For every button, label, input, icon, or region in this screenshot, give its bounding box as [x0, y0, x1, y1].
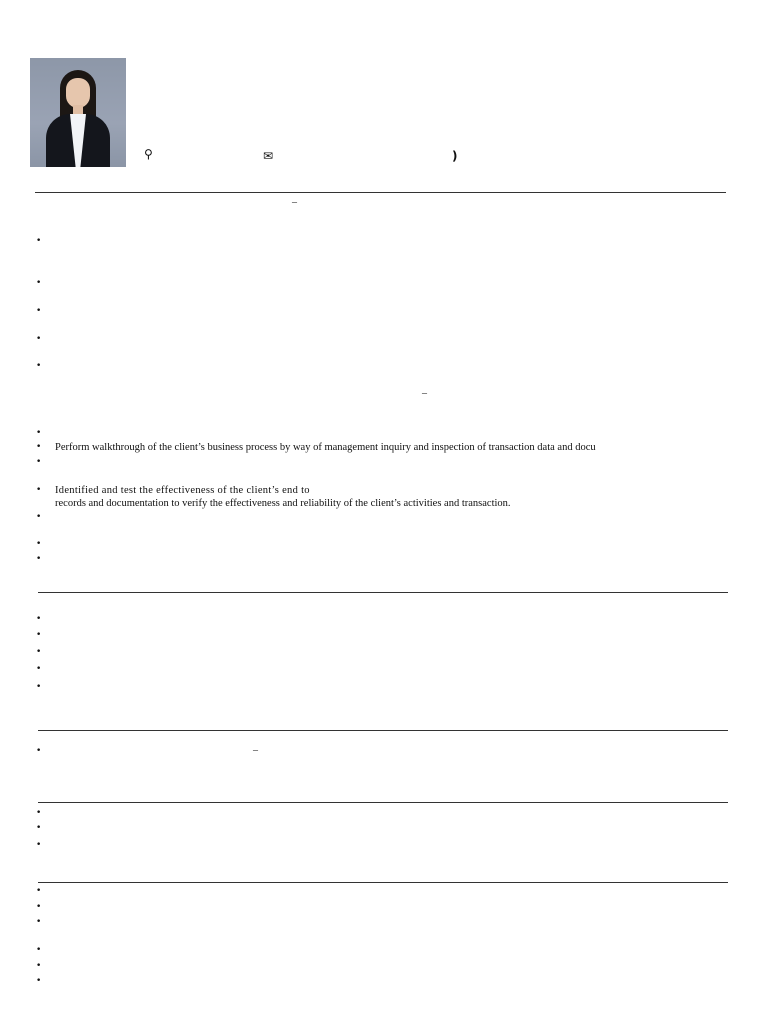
experience-item-effectiveness: Identified and test the effectiveness of the client’s end to — [55, 485, 310, 496]
list-bullet: • — [36, 823, 42, 833]
date-separator: – — [422, 388, 427, 399]
list-bullet: • — [36, 664, 42, 674]
location-pin-icon: ⚲ — [144, 147, 153, 161]
profile-photo — [30, 58, 126, 167]
list-bullet: • — [36, 917, 42, 927]
list-bullet: • — [36, 886, 42, 896]
list-bullet: • — [36, 361, 42, 371]
list-bullet: • — [36, 334, 42, 344]
list-bullet: • — [36, 539, 42, 549]
list-bullet: • — [36, 457, 42, 467]
envelope-icon: ✉ — [263, 149, 274, 163]
list-bullet: • — [36, 746, 42, 756]
list-bullet: • — [36, 976, 42, 986]
list-bullet: • — [36, 442, 42, 452]
section-divider — [38, 882, 728, 883]
date-separator: – — [292, 197, 297, 208]
list-bullet: • — [36, 647, 42, 657]
list-bullet: • — [36, 808, 42, 818]
list-bullet: • — [36, 306, 42, 316]
list-bullet: • — [36, 902, 42, 912]
experience-item-effectiveness-cont: records and documentation to verify the effectiveness and reliability of the client’s activities and transaction. — [55, 498, 511, 509]
experience-item-walkthrough: Perform walkthrough of the client’s business process by way of management inquiry and inspection of transaction data and docu — [55, 442, 596, 453]
section-divider — [35, 192, 726, 193]
section-divider — [38, 592, 728, 593]
list-bullet: • — [36, 630, 42, 640]
list-bullet: • — [36, 945, 42, 955]
list-bullet: • — [36, 554, 42, 564]
list-bullet: • — [36, 236, 42, 246]
list-bullet: • — [36, 512, 42, 522]
date-separator: – — [253, 745, 258, 756]
section-divider — [38, 730, 728, 731]
section-divider — [38, 802, 728, 803]
list-bullet: • — [36, 428, 42, 438]
list-bullet: • — [36, 278, 42, 288]
phone-icon: ) — [452, 149, 458, 163]
list-bullet: • — [36, 614, 42, 624]
list-bullet: • — [36, 485, 42, 495]
list-bullet: • — [36, 840, 42, 850]
list-bullet: • — [36, 961, 42, 971]
list-bullet: • — [36, 682, 42, 692]
